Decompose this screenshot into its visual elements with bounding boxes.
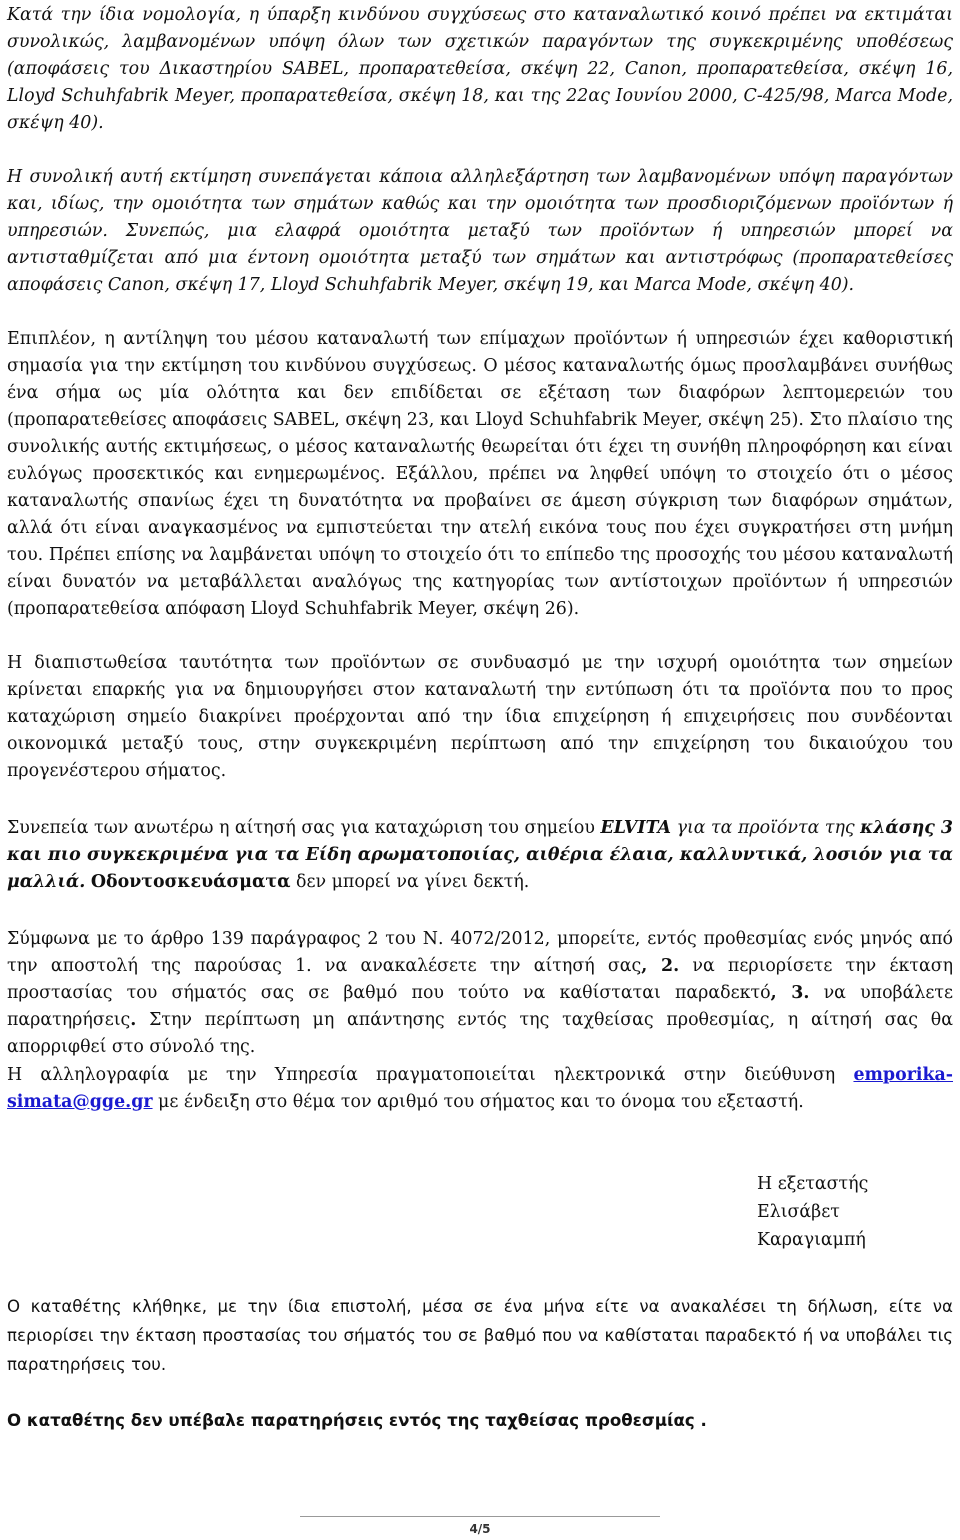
options-text: να περιορίσετε την έκταση προστασίας του σήματός σας σε βαθμό που τούτο να καθίσταται παραδεκτό: [7, 956, 953, 1003]
document-page: [7, 0, 953, 1540]
paragraph-overall-assessment-text: Η συνολική αυτή εκτίμηση συνεπάγεται κάποια αλληλεξάρτηση των λαμβανομένων υπόψη παραγόντων και, ιδίως, την ομοιότητα των σημάτων καθώς και την ομοιότητα των προσδιοριζόμενων προϊόντων ή υπηρεσιών.: [7, 167, 953, 241]
paragraph-decision: [7, 815, 953, 896]
page-number: 4/5: [469, 1522, 491, 1536]
paragraph-average-consumer: [7, 326, 953, 623]
options-text: να υποβάλετε παρατηρήσεις: [7, 983, 953, 1030]
signature-block: [757, 1170, 953, 1254]
options-text: Σύμφωνα με το άρθρο 139 παράγραφος 2 του Ν. 4072/2012, μπορείτε, εντός προθεσμίας ενός μηνός από την αποστολή της παρούσας 1. να ανακαλέσετε την αίτησή σας: [7, 929, 953, 976]
sentence: Πρέπει επίσης να λαμβάνεται υπόψη το στοιχείο ότι το επίπεδο της προσοχής του μέσου καταναλωτή είναι δυνατόν να μεταβάλλεται αναλόγως της κατηγορίας των αντίστοιχων προϊόντων ή υπηρεσιών (προπαρατεθείσα απόφαση Lloyd Schuhfabrik Meyer, σκέψη 26).: [7, 545, 953, 619]
correspondence-text: με ένδειξη στο θέμα τον αριθμό του σήματος και το όνομα του εξεταστή.: [152, 1092, 804, 1112]
paragraph-case-law: Κατά την ίδια νομολογία, η ύπαρξη κινδύνου συγχύσεως στο καταναλωτικό κοινό πρέπει να εκτιμάται συνολικώς, λαμβανομένων υπόψη όλων των σχετικών παραγόντων της συγκεκριμένης υποθέσεως (αποφάσεις του Δικαστηρίου SABEL, προπαρατεθείσα, σκέψη 22, Canon, προπαρατεθείσα, σκέψη 16, Lloyd Schuhfabrik Meyer, προπαρατεθείσα, σκέψη 18, και της 22ας Ιουνίου 2000, C-425/98, Marca Mode, σκέψη 40).: [7, 5, 953, 133]
options-number: , 3.: [770, 983, 810, 1003]
options-dot: .: [130, 1010, 137, 1030]
options-text: Στην περίπτωση μη απάντησης εντός της ταχθείσας προθεσμίας, η αίτησή σας θα απορριφθεί στο σύνολό της.: [7, 1010, 953, 1057]
decision-text: για τα προϊόντα της: [671, 818, 861, 838]
sentence: Επιπλέον, η αντίληψη του μέσου καταναλωτή των επίμαχων προϊόντων ή υπηρεσιών έχει καθοριστική σημασία για την εκτίμηση του κινδύνου συγχύσεως.: [7, 329, 953, 376]
sentence: Εξάλλου, πρέπει να ληφθεί υπόψη το στοιχείο ότι ο μέσος καταναλωτής σπανίως έχει τη δυνατότητα να προβαίνει σε άμεση σύγκριση των διαφόρων σημάτων, αλλά ότι είναι αναγκασμένος να εμπιστεύεται την ατελή εικόνα τους που έχει συγκρατήσει στη μνήμη του.: [7, 464, 953, 565]
paragraph-options: [7, 926, 953, 1061]
sentence: Στο πλαίσιο της συνολικής αυτής εκτιμήσεως, ο μέσος καταναλωτής θεωρείται ότι έχει τη συνήθη πληροφόρηση και είναι ευλόγως προσεκτικός και ενημερωμένος.: [7, 410, 953, 484]
paragraph-correspondence: [7, 1062, 953, 1116]
footer-divider: [300, 1516, 660, 1517]
paragraph-identity-of-goods: Η διαπιστωθείσα ταυτότητα των προϊόντων σε συνδυασμό με την ισχυρή ομοιότητα των σημείων κρίνεται επαρκής για να δημιουργήσει στον καταναλωτή την εντύπωση ότι τα προϊόντα που το προς καταχώριση σημείο διακρίνει προέρχονται από την ίδια επιχείρηση ή επιχειρήσεις που συνδέονται οικονομικά μεταξύ τους, στην συγκεκριμένη περίπτωση από την επιχείρηση του δικαιούχου του προγενέστερου σήματος.: [7, 653, 953, 781]
paragraph-overall-assessment: [7, 164, 953, 299]
signature-name: Ελισάβετ Καραγιαμπή: [757, 1202, 866, 1250]
goods-class: κλάσης 3 και πιο συγκεκριμένα για τα Είδη αρωματοποιίας, αιθέρια έλαια, καλλυντικά, λοσιόν για τα μαλλιά.: [7, 818, 954, 892]
decision-text: δεν μπορεί να γίνει δεκτή.: [290, 872, 530, 892]
paragraph-overall-assessment-text-2: Συνεπώς, μια ελαφρά ομοιότητα μεταξύ των προϊόντων ή υπηρεσιών μπορεί να αντισταθμίζεται από μια έντονη ομοιότητα μεταξύ των σημάτων και αντιστρόφως (προπαρατεθείσες αποφάσεις Canon, σκέψη 17, Lloyd Schuhfabrik Meyer, σκέψη 19, και Marca Mode, σκέψη 40).: [7, 221, 953, 295]
decision-text: Συνεπεία των ανωτέρω η αίτησή σας για καταχώριση του σημείου: [7, 818, 601, 838]
paragraph-applicant-called: Ο καταθέτης κλήθηκε, με την ίδια επιστολή, μέσα σε ένα μήνα είτε να ανακαλέσει τη δήλωση, είτε να περιορίσει την έκταση προστασίας του σήματός του σε βαθμό που να καθίσταται παραδεκτό ή να υποβάλει τις παρατηρήσεις του.: [7, 1297, 953, 1374]
correspondence-text: Η αλληλογραφία με την Υπηρεσία πραγματοποιείται ηλεκτρονικά στην διεύθυνση: [7, 1065, 854, 1085]
trademark-name: ELVITA: [600, 818, 672, 838]
goods-class-2: Οδοντοσκευάσματα: [90, 872, 291, 892]
options-number: , 2.: [641, 956, 680, 976]
signature-role: Η εξεταστής: [757, 1174, 869, 1194]
sentence: Ο μέσος καταναλωτής όμως προσλαμβάνει συνήθως ένα σήμα ως μία ολότητα και δεν επιδίδεται σε εξέταση των διαφόρων λεπτομερειών του (προπαρατεθείσες αποφάσεις SABEL, σκέψη 23, και Lloyd Schuhfabrik Meyer, σκέψη 25).: [7, 356, 953, 430]
paragraph-no-observations: Ο καταθέτης δεν υπέβαλε παρατηρήσεις εντός της ταχθείσας προθεσμίας .: [7, 1411, 707, 1430]
email-link[interactable]: emporika-simata@gge.gr: [7, 1065, 953, 1112]
